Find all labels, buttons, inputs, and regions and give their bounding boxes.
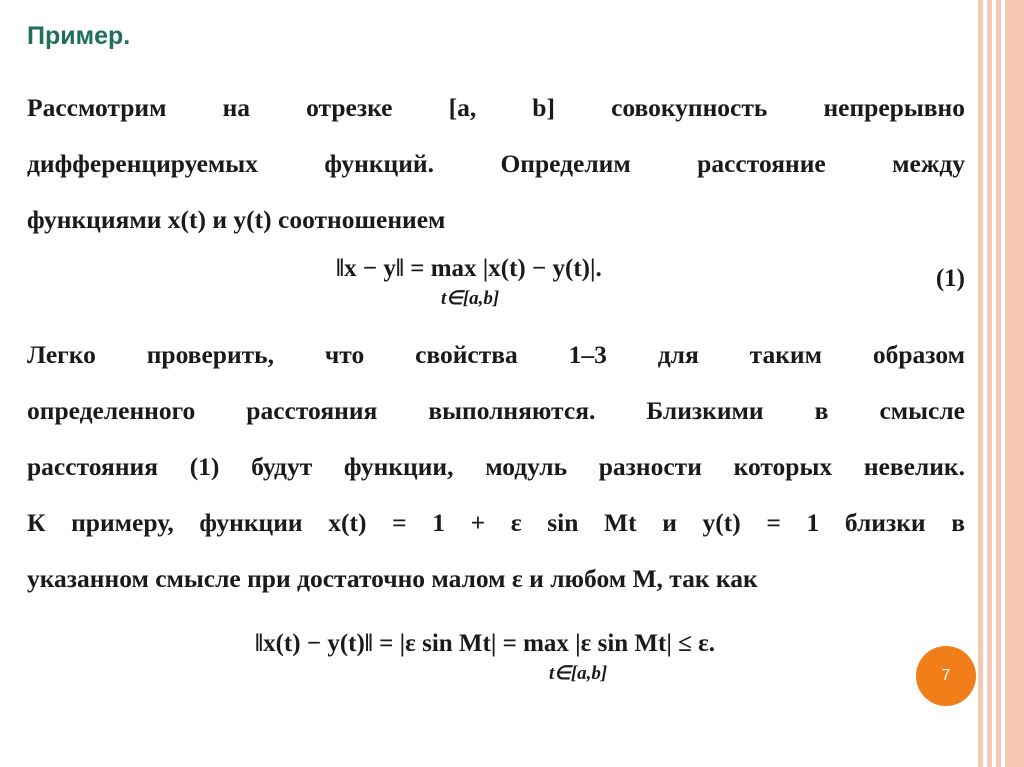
paragraph-2 [27,327,965,607]
formula-1-subscript: t∈[a,b] [441,288,500,309]
text-line: Легко проверить, что свойства 1–3 для таким образом [27,340,965,369]
formula-2: ‖x(t) − y(t)‖ = |ε sin Mt| = max |ε sin Mt| ≤ ε. [255,630,716,657]
decorative-stripes [978,0,1024,767]
text-line: К примеру, функции x(t) = 1 + ε sin Mt и y(t) = 1 близки в [27,508,965,537]
text-line: расстояния (1) будут функции, модуль разности которых невелик. [27,452,965,481]
text-line: функциями x(t) и y(t) соотношением [27,205,446,234]
text-line: дифференцируемых функций. Определим расстояние между [27,149,965,178]
page-number-badge: 7 [916,646,976,706]
equation-number: (1) [935,265,965,292]
text-line: Рассмотрим на отрезке [a, b] совокупность непрерывно [27,93,965,122]
slide-title: Пример. [27,22,131,50]
paragraph-1 [27,80,965,248]
text-line: определенного расстояния выполняются. Близкими в смысле [27,396,965,425]
formula-1: ‖x − y‖ = max |x(t) − y(t)|. [336,255,602,282]
text-line: указанном смысле при достаточно малом ε и любом M, так как [27,564,758,593]
formula-2-subscript: t∈[a,b] [549,663,608,684]
